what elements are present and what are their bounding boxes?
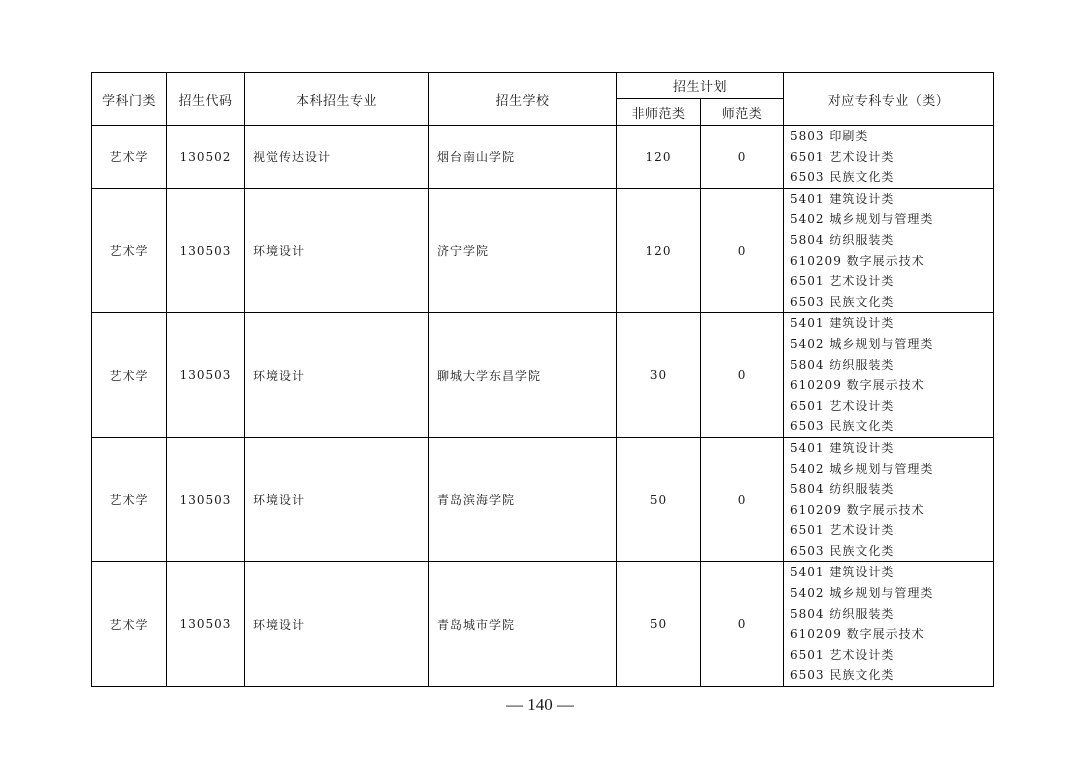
table-row <box>92 313 994 438</box>
vocational-item: 5402 城乡规划与管理类 <box>790 212 934 227</box>
discipline-cell: 艺术学 <box>92 437 167 562</box>
vocational-item: 5804 纺织服装类 <box>790 606 895 621</box>
school-cell: 烟台南山学院 <box>429 126 617 189</box>
code-cell: 130503 <box>167 188 245 313</box>
normal-count-cell: 0 <box>701 437 784 562</box>
code-cell: 130503 <box>167 437 245 562</box>
enrollment-plan-table <box>91 72 994 687</box>
vocational-item: 5804 纺织服装类 <box>790 357 895 372</box>
vocational-cell <box>784 188 994 313</box>
non-normal-count-cell: 50 <box>617 562 701 687</box>
vocational-item: 6503 民族文化类 <box>790 419 895 434</box>
table-body <box>92 126 994 687</box>
vocational-item: 6501 艺术设计类 <box>790 274 895 289</box>
vocational-item: 5401 建筑设计类 <box>790 316 895 331</box>
code-cell: 130503 <box>167 313 245 438</box>
vocational-item: 5402 城乡规划与管理类 <box>790 336 934 351</box>
non-normal-count-cell: 120 <box>617 126 701 189</box>
school-cell: 青岛滨海学院 <box>429 437 617 562</box>
vocational-item: 6503 民族文化类 <box>790 668 895 683</box>
vocational-item: 5804 纺织服装类 <box>790 232 895 247</box>
header-discipline: 学科门类 <box>92 73 167 126</box>
header-code: 招生代码 <box>167 73 245 126</box>
table-row <box>92 562 994 687</box>
header-plan: 招生计划 <box>617 73 784 99</box>
vocational-item: 6503 民族文化类 <box>790 170 895 185</box>
major-cell: 环境设计 <box>245 437 429 562</box>
non-normal-count-cell: 30 <box>617 313 701 438</box>
normal-count-cell: 0 <box>701 562 784 687</box>
table-row <box>92 126 994 189</box>
vocational-item: 6501 艺术设计类 <box>790 149 895 164</box>
page-number: — 140 — <box>506 695 574 714</box>
school-cell: 聊城大学东昌学院 <box>429 313 617 438</box>
header-major: 本科招生专业 <box>245 73 429 126</box>
vocational-item: 5402 城乡规划与管理类 <box>790 586 934 601</box>
vocational-item: 6503 民族文化类 <box>790 543 895 558</box>
vocational-item: 5401 建筑设计类 <box>790 191 895 206</box>
code-cell: 130503 <box>167 562 245 687</box>
vocational-item: 5803 印刷类 <box>790 129 869 143</box>
vocational-item: 6501 艺术设计类 <box>790 647 895 662</box>
school-cell: 济宁学院 <box>429 188 617 313</box>
major-cell: 环境设计 <box>245 188 429 313</box>
major-cell: 视觉传达设计 <box>245 126 429 189</box>
vocational-cell <box>784 437 994 562</box>
header-non-normal: 非师范类 <box>617 99 701 126</box>
normal-count-cell: 0 <box>701 188 784 313</box>
vocational-cell <box>784 126 994 189</box>
normal-count-cell: 0 <box>701 313 784 438</box>
discipline-cell: 艺术学 <box>92 126 167 189</box>
vocational-item: 610209 数字展示技术 <box>790 502 925 517</box>
non-normal-count-cell: 50 <box>617 437 701 562</box>
vocational-item: 610209 数字展示技术 <box>790 253 925 268</box>
header-normal: 师范类 <box>701 99 784 126</box>
vocational-cell <box>784 313 994 438</box>
vocational-item: 6501 艺术设计类 <box>790 398 895 413</box>
code-cell: 130502 <box>167 126 245 189</box>
discipline-cell: 艺术学 <box>92 313 167 438</box>
vocational-item: 6501 艺术设计类 <box>790 523 895 538</box>
vocational-item: 5402 城乡规划与管理类 <box>790 461 934 476</box>
major-cell: 环境设计 <box>245 562 429 687</box>
vocational-item: 5804 纺织服装类 <box>790 482 895 497</box>
table-row <box>92 437 994 562</box>
vocational-item: 6503 民族文化类 <box>790 294 895 309</box>
header-vocational: 对应专科专业（类） <box>784 73 994 126</box>
discipline-cell: 艺术学 <box>92 188 167 313</box>
school-cell: 青岛城市学院 <box>429 562 617 687</box>
discipline-cell: 艺术学 <box>92 562 167 687</box>
table-row <box>92 188 994 313</box>
major-cell: 环境设计 <box>245 313 429 438</box>
header-school: 招生学校 <box>429 73 617 126</box>
vocational-item: 5401 建筑设计类 <box>790 440 895 455</box>
non-normal-count-cell: 120 <box>617 188 701 313</box>
vocational-item: 5401 建筑设计类 <box>790 565 895 580</box>
vocational-item: 610209 数字展示技术 <box>790 378 925 393</box>
normal-count-cell: 0 <box>701 126 784 189</box>
vocational-item: 610209 数字展示技术 <box>790 627 925 642</box>
vocational-cell <box>784 562 994 687</box>
